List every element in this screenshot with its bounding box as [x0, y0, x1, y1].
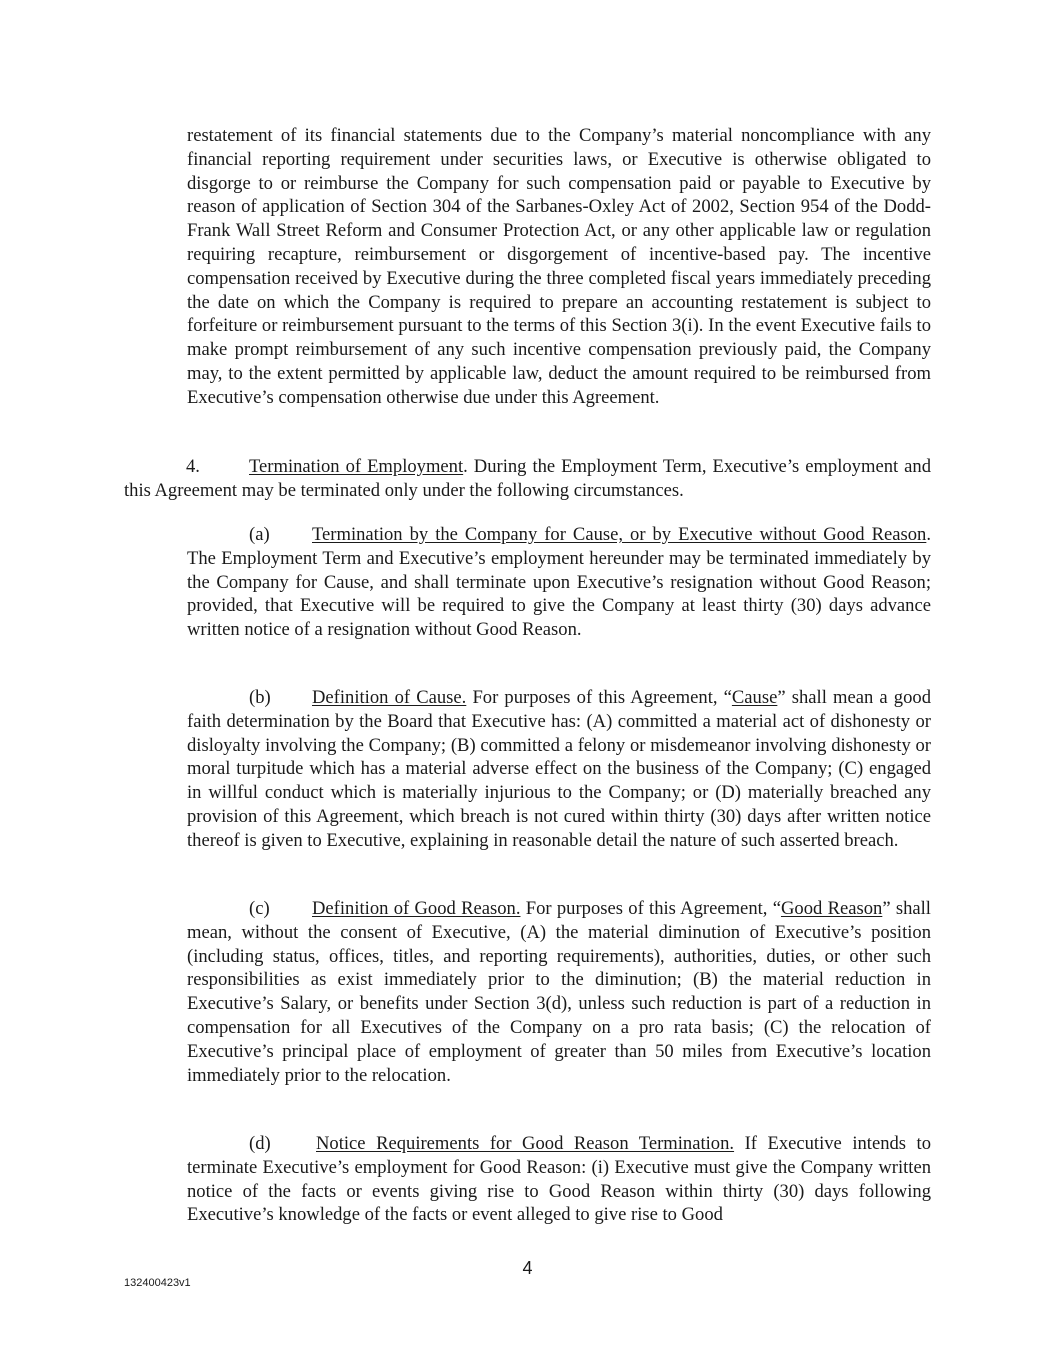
section-4-heading-suffix: . [463, 456, 468, 477]
section-4d-heading: Notice Requirements for Good Reason Termination. [316, 1133, 735, 1154]
section-4b-text-after: ” shall mean a good faith determination by the Board that Executive has: (A) committed a material act of dishonesty or disloyalty involving the Company; (B) committed a felony or misdemeanor involving dishonesty or moral turpitude which has a material adverse effect on the business of the Company; (C) engaged in willful conduct which is materially injurious to the Company; or (D) materially breached any provision of this Agreement, which breach is not cured within thirty (30) days after written notice thereof is given to Executive, explaining in reasonable detail the nature of such asserted breach. [187, 687, 931, 851]
section-4a-heading-suffix: . [926, 524, 931, 545]
section-4c-text-before: For purposes of this Agreement, “ [520, 898, 781, 919]
clawback-paragraph [187, 124, 931, 410]
section-4a-label: (a) [249, 524, 270, 545]
section-4d-text: If Executive intends to terminate Executive’s employment for Good Reason: (i) Executive must give the Company written notice of the facts or events giving rise to Good Reason within thirty (30) days following Executive’s knowledge of the facts or event alleged to give rise to Good [187, 1133, 932, 1226]
section-4a-heading: Termination by the Company for Cause, or by Executive without Good Reason [312, 524, 927, 545]
section-4-number: 4. [186, 456, 200, 477]
section-4b-defined-term: Cause [731, 687, 778, 708]
section-4c-text-after: ” shall mean, without the consent of Executive, (A) the material diminution of Executive’s position (including status, offices, titles, and reporting requirements), authorities, duties, or other such responsibilities as exist immediately prior to the diminution; (B) the material reduction in Executive’s Salary, or benefits under Section 3(d), unless such reduction is part of a reduction in compensation for all Executives of the Company on a pro rata basis; (C) the relocation of Executive’s principal place of employment of greater than 50 miles from Executive’s location immediately prior to the relocation. [187, 898, 931, 1086]
section-4c-paragraph [187, 897, 931, 1087]
section-4b-heading: Definition of Cause. [312, 687, 467, 708]
section-4c-heading: Definition of Good Reason. [312, 898, 521, 919]
section-4d-label: (d) [249, 1133, 271, 1154]
section-4b-text-before: For purposes of this Agreement, “ [466, 687, 732, 708]
section-4b-label: (b) [249, 687, 271, 708]
section-4-heading: Termination of Employment [249, 456, 464, 477]
section-4d-paragraph [187, 1132, 931, 1227]
section-4c-label: (c) [249, 898, 270, 919]
section-4-paragraph [124, 455, 931, 503]
section-4b-paragraph [187, 686, 931, 853]
section-4-text: During the Employment Term, Executive’s employment and this Agreement may be terminated only under the following circumstances. [124, 456, 931, 501]
document-id: 132400423v1 [124, 1277, 191, 1289]
clawback-text: restatement of its financial statements due to the Company’s material noncompliance with any financial reporting requirement under securities laws, or Executive is otherwise obligated to disgorge to or reimburse the Company for such compensation paid or payable to Executive by reason of application of Section 304 of the Sarbanes-Oxley Act of 2002, Section 954 of the Dodd-Frank Wall Street Reform and Consumer Protection Act, or any other applicable law or regulation requiring recapture, reimbursement or disgorgement of incentive-based pay. The incentive compensation received by Executive during the three completed fiscal years immediately preceding the date on which the Company is required to prepare an accounting restatement is subject to forfeiture or reimbursement pursuant to the terms of this Section 3(i). In the event Executive fails to make prompt reimbursement of any such incentive compensation previously paid, the Company may, to the extent permitted by applicable law, deduct the amount required to be reimbursed from Executive’s compensation otherwise due under this Agreement. [187, 125, 931, 408]
section-4c-defined-term: Good Reason [780, 898, 883, 919]
section-4a-text: The Employment Term and Executive’s employment hereunder may be terminated immediately by the Company for Cause, and shall terminate upon Executive’s resignation without Good Reason; provided, that Executive will be required to give the Company at least thirty (30) days advance written notice of a resignation without Good Reason. [187, 547, 931, 641]
section-4a-paragraph [187, 523, 931, 642]
page-number: 4 [522, 1258, 533, 1278]
